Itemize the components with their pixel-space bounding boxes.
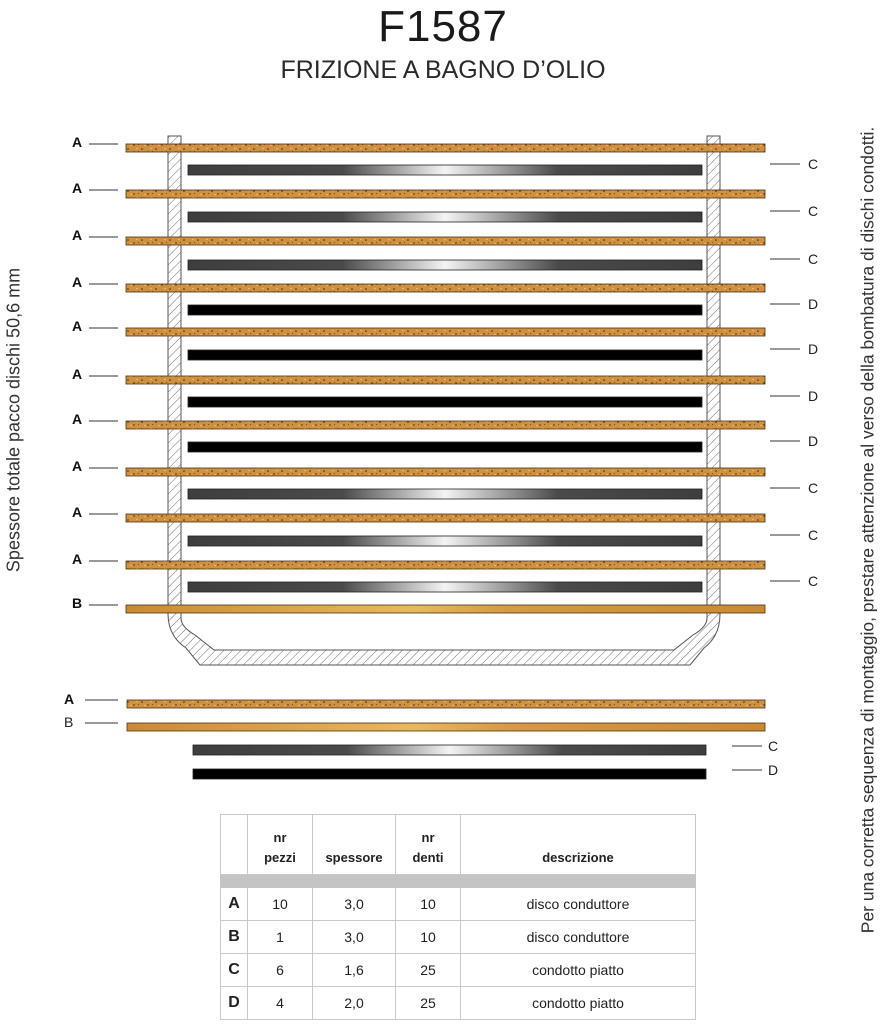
cell-pieces: 4: [248, 987, 313, 1020]
table-row: [221, 921, 696, 954]
drive-disc-A: [126, 284, 765, 292]
drive-disc-A: [126, 514, 765, 522]
legend-label-C: C: [768, 738, 779, 754]
plate-label-A: A: [72, 274, 83, 290]
page-title: F1587: [378, 2, 508, 51]
cell-teeth: 25: [396, 987, 461, 1020]
legend-label-A: A: [64, 691, 75, 707]
cell-description: disco conduttore: [461, 888, 696, 921]
plate-label-A: A: [72, 458, 83, 474]
cell-teeth: 25: [396, 954, 461, 987]
plate-label-A: A: [72, 411, 83, 427]
header-teeth-line2: denti: [412, 850, 444, 865]
parts-table: [220, 814, 696, 1020]
legend-disc-B: [127, 723, 765, 731]
table-row: [221, 954, 696, 987]
drive-disc-A: [126, 237, 765, 245]
drive-disc-A: [126, 561, 765, 569]
cell-key: C: [221, 954, 248, 987]
cell-teeth: 10: [396, 888, 461, 921]
plate-label-B: B: [72, 595, 83, 611]
driven-plate-C: [188, 489, 702, 499]
driven-plate-C: [188, 212, 702, 222]
driven-plate-C: [188, 260, 702, 270]
legend-disc-A: [127, 700, 765, 708]
drive-disc-A: [126, 328, 765, 336]
cell-teeth: 10: [396, 921, 461, 954]
plate-label-A: A: [72, 366, 83, 382]
plate-label-C: C: [808, 203, 819, 219]
table-separator: [221, 875, 696, 888]
cell-pieces: 6: [248, 954, 313, 987]
cell-thickness: 3,0: [313, 921, 396, 954]
table-header-pieces: [248, 815, 313, 875]
cell-pieces: 10: [248, 888, 313, 921]
driven-plate-C: [188, 165, 702, 175]
plate-label-D: D: [808, 296, 819, 312]
plate-label-A: A: [72, 504, 83, 520]
cell-thickness: 1,6: [313, 954, 396, 987]
driven-plate-D: [188, 442, 702, 452]
plate-label-A: A: [72, 134, 83, 150]
legend-label-B: B: [64, 714, 74, 730]
plate-label-C: C: [808, 156, 819, 172]
table-row: [221, 888, 696, 921]
cell-thickness: 3,0: [313, 888, 396, 921]
header-pieces-line2: pezzi: [264, 850, 296, 865]
plate-legend: [64, 691, 778, 779]
plate-label-C: C: [808, 527, 819, 543]
plate-stack: [72, 134, 818, 613]
legend-label-D: D: [768, 762, 779, 778]
driven-plate-D: [188, 397, 702, 407]
cell-key: A: [221, 888, 248, 921]
plate-label-A: A: [72, 180, 83, 196]
cell-description: disco conduttore: [461, 921, 696, 954]
table-header-description: descrizione: [461, 815, 696, 875]
plate-label-C: C: [808, 573, 819, 589]
page-subtitle: FRIZIONE A BAGNO D’OLIO: [280, 56, 606, 84]
cell-key: D: [221, 987, 248, 1020]
header-pieces-line1: nr: [273, 830, 287, 845]
drive-disc-A: [126, 376, 765, 384]
table-header-teeth: [396, 815, 461, 875]
drive-disc-A: [126, 468, 765, 476]
legend-plate-C: [193, 745, 706, 755]
legend-plate-D: [193, 769, 706, 779]
driven-plate-C: [188, 582, 702, 592]
drive-disc-B: [126, 605, 765, 613]
cell-thickness: 2,0: [313, 987, 396, 1020]
driven-plate-D: [188, 350, 702, 360]
table-header-row: [221, 815, 696, 875]
plate-label-A: A: [72, 227, 83, 243]
total-thickness-note: Spessore totale pacco dischi 50,6 mm: [3, 267, 24, 573]
header-teeth-line1: nr: [421, 830, 435, 845]
plate-label-C: C: [808, 480, 819, 496]
driven-plate-D: [188, 305, 702, 315]
drive-disc-A: [126, 421, 765, 429]
plate-label-D: D: [808, 388, 819, 404]
plate-label-D: D: [808, 433, 819, 449]
cell-pieces: 1: [248, 921, 313, 954]
cell-description: condotto piatto: [461, 987, 696, 1020]
cell-description: condotto piatto: [461, 954, 696, 987]
assembly-note: Per una corretta sequenza di montaggio, prestare attenzione al verso della bombatura di dischi condotti.: [857, 126, 878, 934]
plate-label-D: D: [808, 341, 819, 357]
table-row: [221, 987, 696, 1020]
plate-label-C: C: [808, 251, 819, 267]
table-header-key: [221, 815, 248, 875]
table-header-thickness: spessore: [313, 815, 396, 875]
plate-label-A: A: [72, 318, 83, 334]
drive-disc-A: [126, 190, 765, 198]
cell-key: B: [221, 921, 248, 954]
drive-disc-A: [126, 144, 765, 152]
plate-label-A: A: [72, 551, 83, 567]
driven-plate-C: [188, 536, 702, 546]
